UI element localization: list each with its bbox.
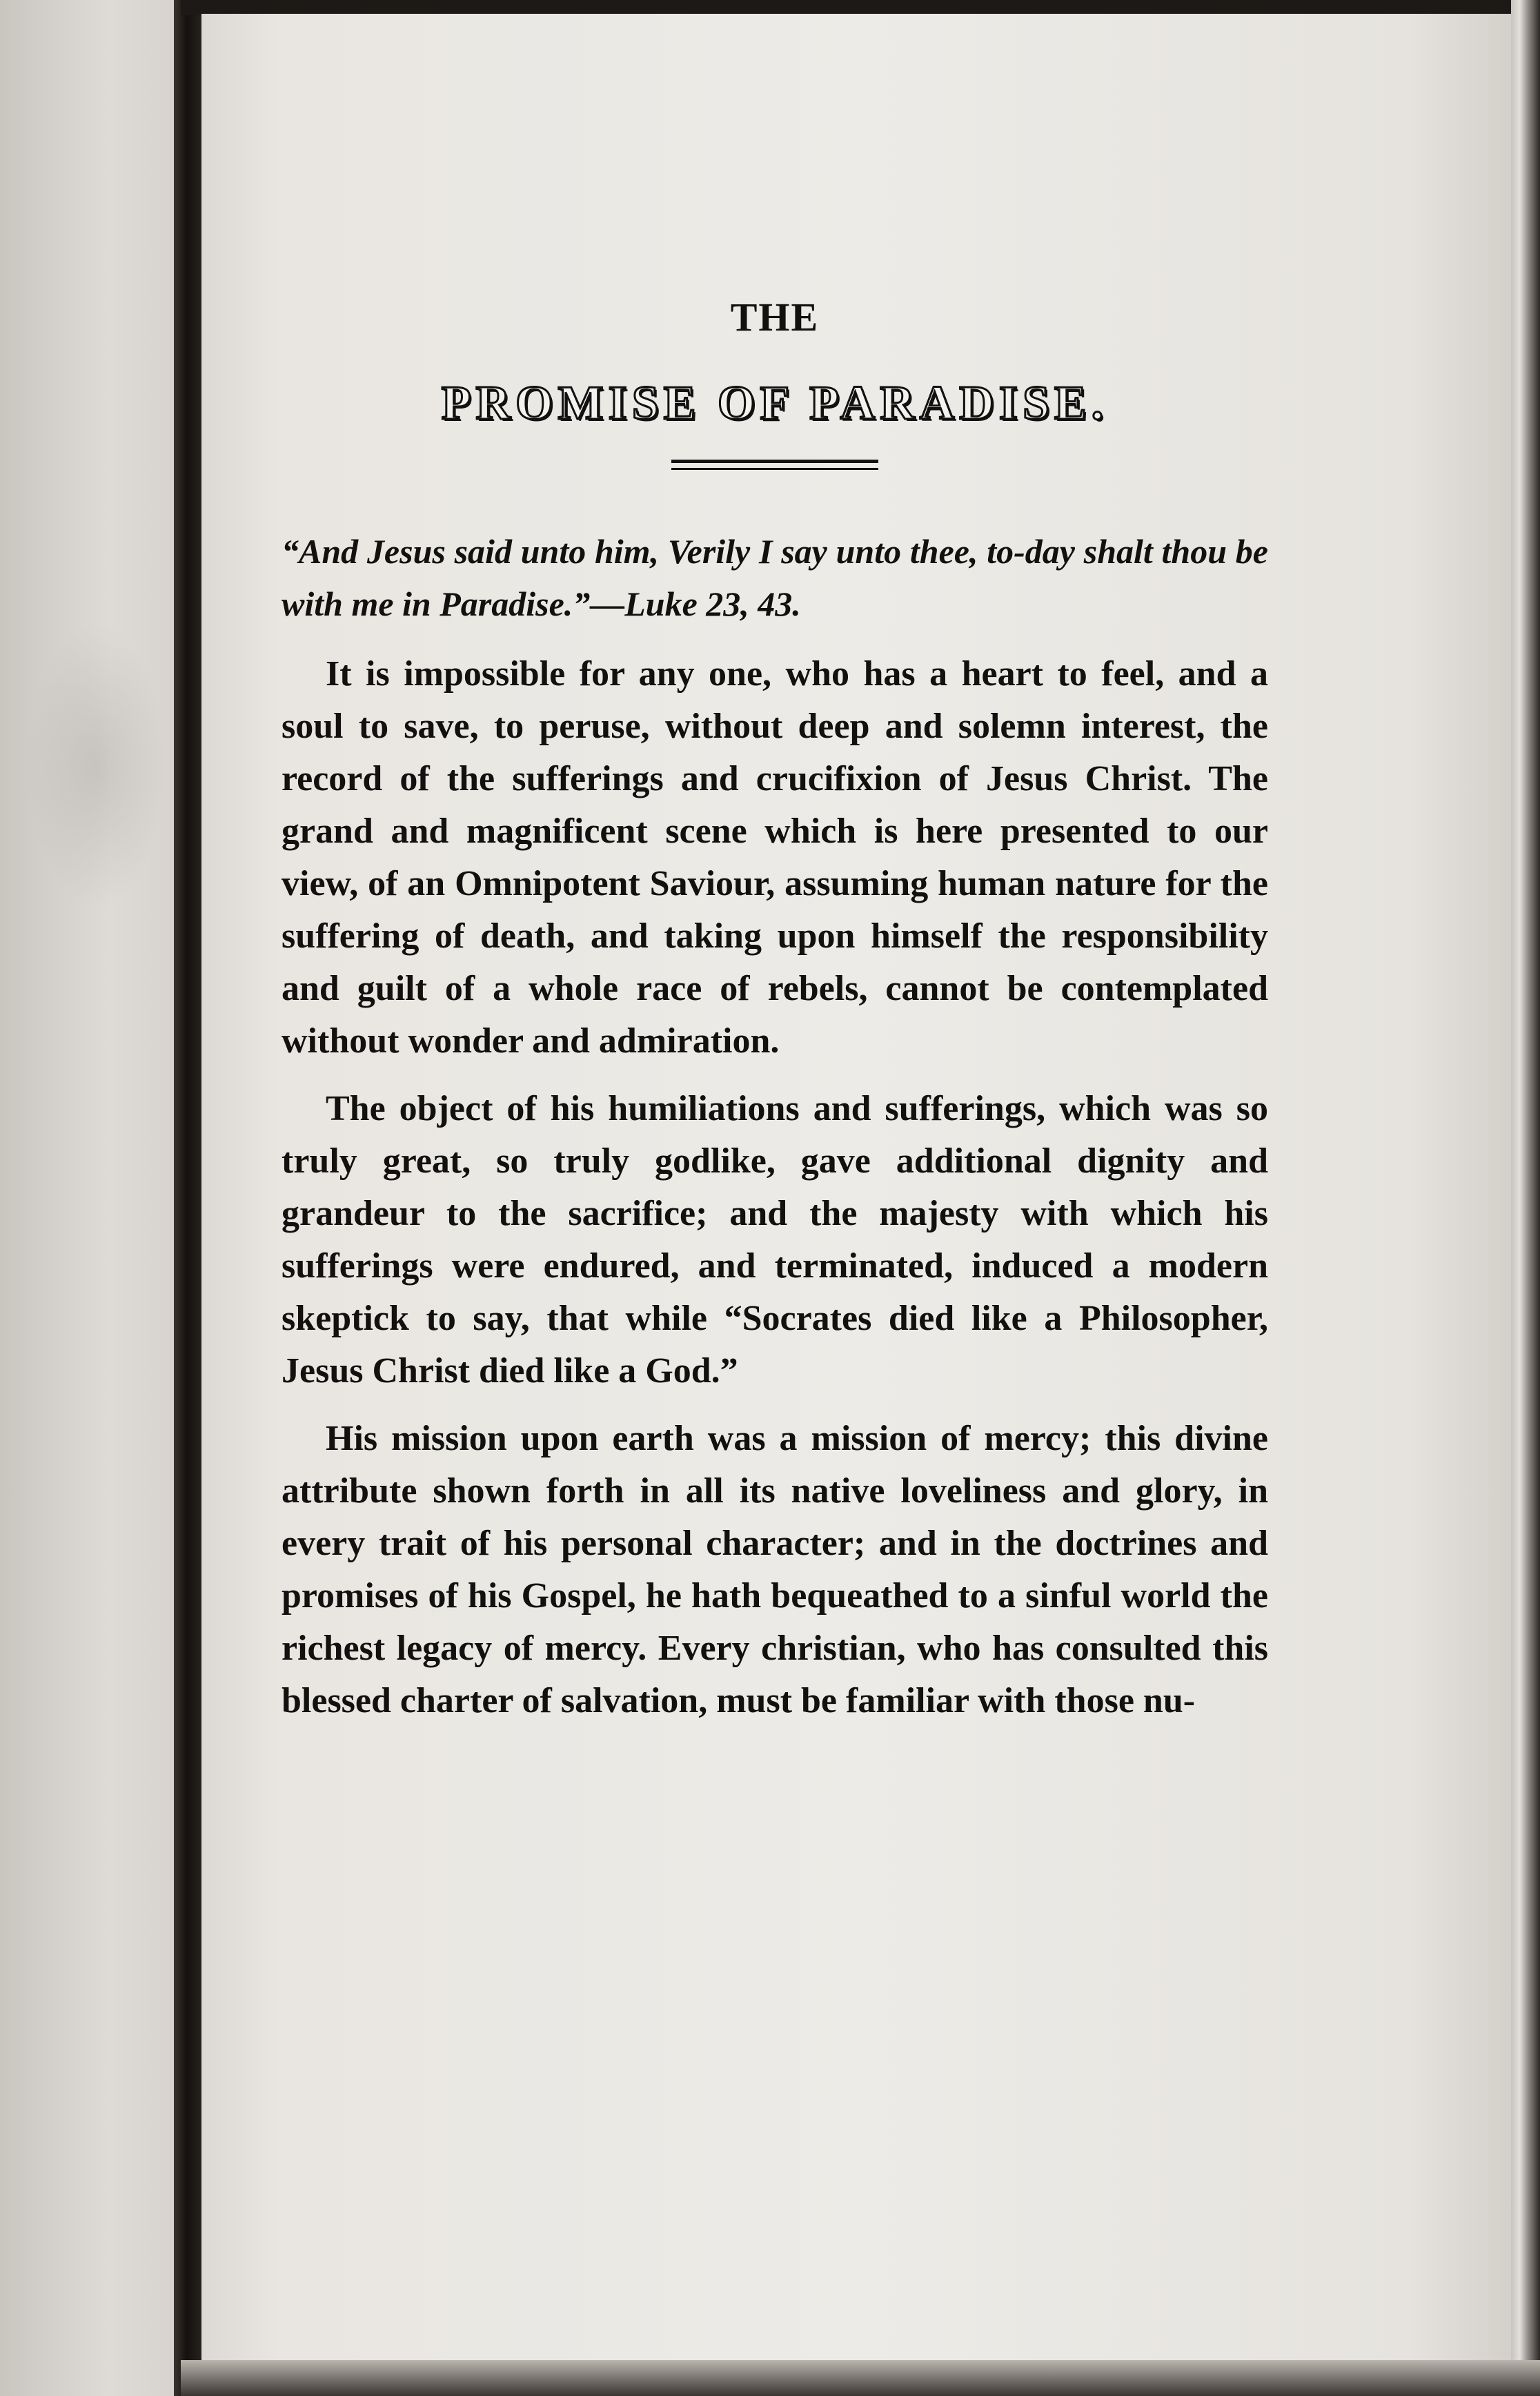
body-paragraph: His mission upon earth was a mission of mercy; this divine attribute shown forth in all its native loveliness and glory, in every trait of his personal character; and in the doctrines and promises of his Gospel, he hath bequeathed to a sinful world the richest legacy of mercy. Every christian, who has consulted this blessed charter of salvation, must be familiar with those nu- xyxy=(282,1419,1268,1720)
page-title: PROMISE OF PARADISE. xyxy=(441,377,1109,430)
top-shadow xyxy=(181,0,1540,15)
title-the: THE xyxy=(730,295,820,340)
title-rule xyxy=(671,460,878,470)
right-page-edge xyxy=(1511,0,1540,2396)
epigraph: “And Jesus said unto him, Verily I say unto thee, to-day shalt thou be with me in Paradise.”—Luke 23, 43. xyxy=(282,532,1268,623)
body-paragraph: It is impossible for any one, who has a heart to feel, and a soul to save, to peruse, without deep and solemn interest, the record of the sufferings and crucifixion of Jesus Christ. The grand and magnificent scene which is here presented to our view, of an Omnipotent Saviour, assuming human nature for the suffering of death, and taking upon himself the responsibility and guilt of a whole race of rebels, cannot be contemplated without wonder and admiration. xyxy=(282,654,1268,1061)
paper-stain xyxy=(28,621,166,911)
left-page-edge xyxy=(0,0,181,2396)
page-content xyxy=(282,290,1268,1727)
bottom-page-edge xyxy=(181,2360,1540,2396)
body-paragraph: The object of his humiliations and sufferings, which was so truly great, so truly godlike, gave additional dignity and grandeur to the sacrifice; and the majesty with which his sufferings were endured, and terminated, induced a modern skeptick to say, that while “Socrates died like a Philosopher, Jesus Christ died like a God.” xyxy=(282,1089,1268,1391)
